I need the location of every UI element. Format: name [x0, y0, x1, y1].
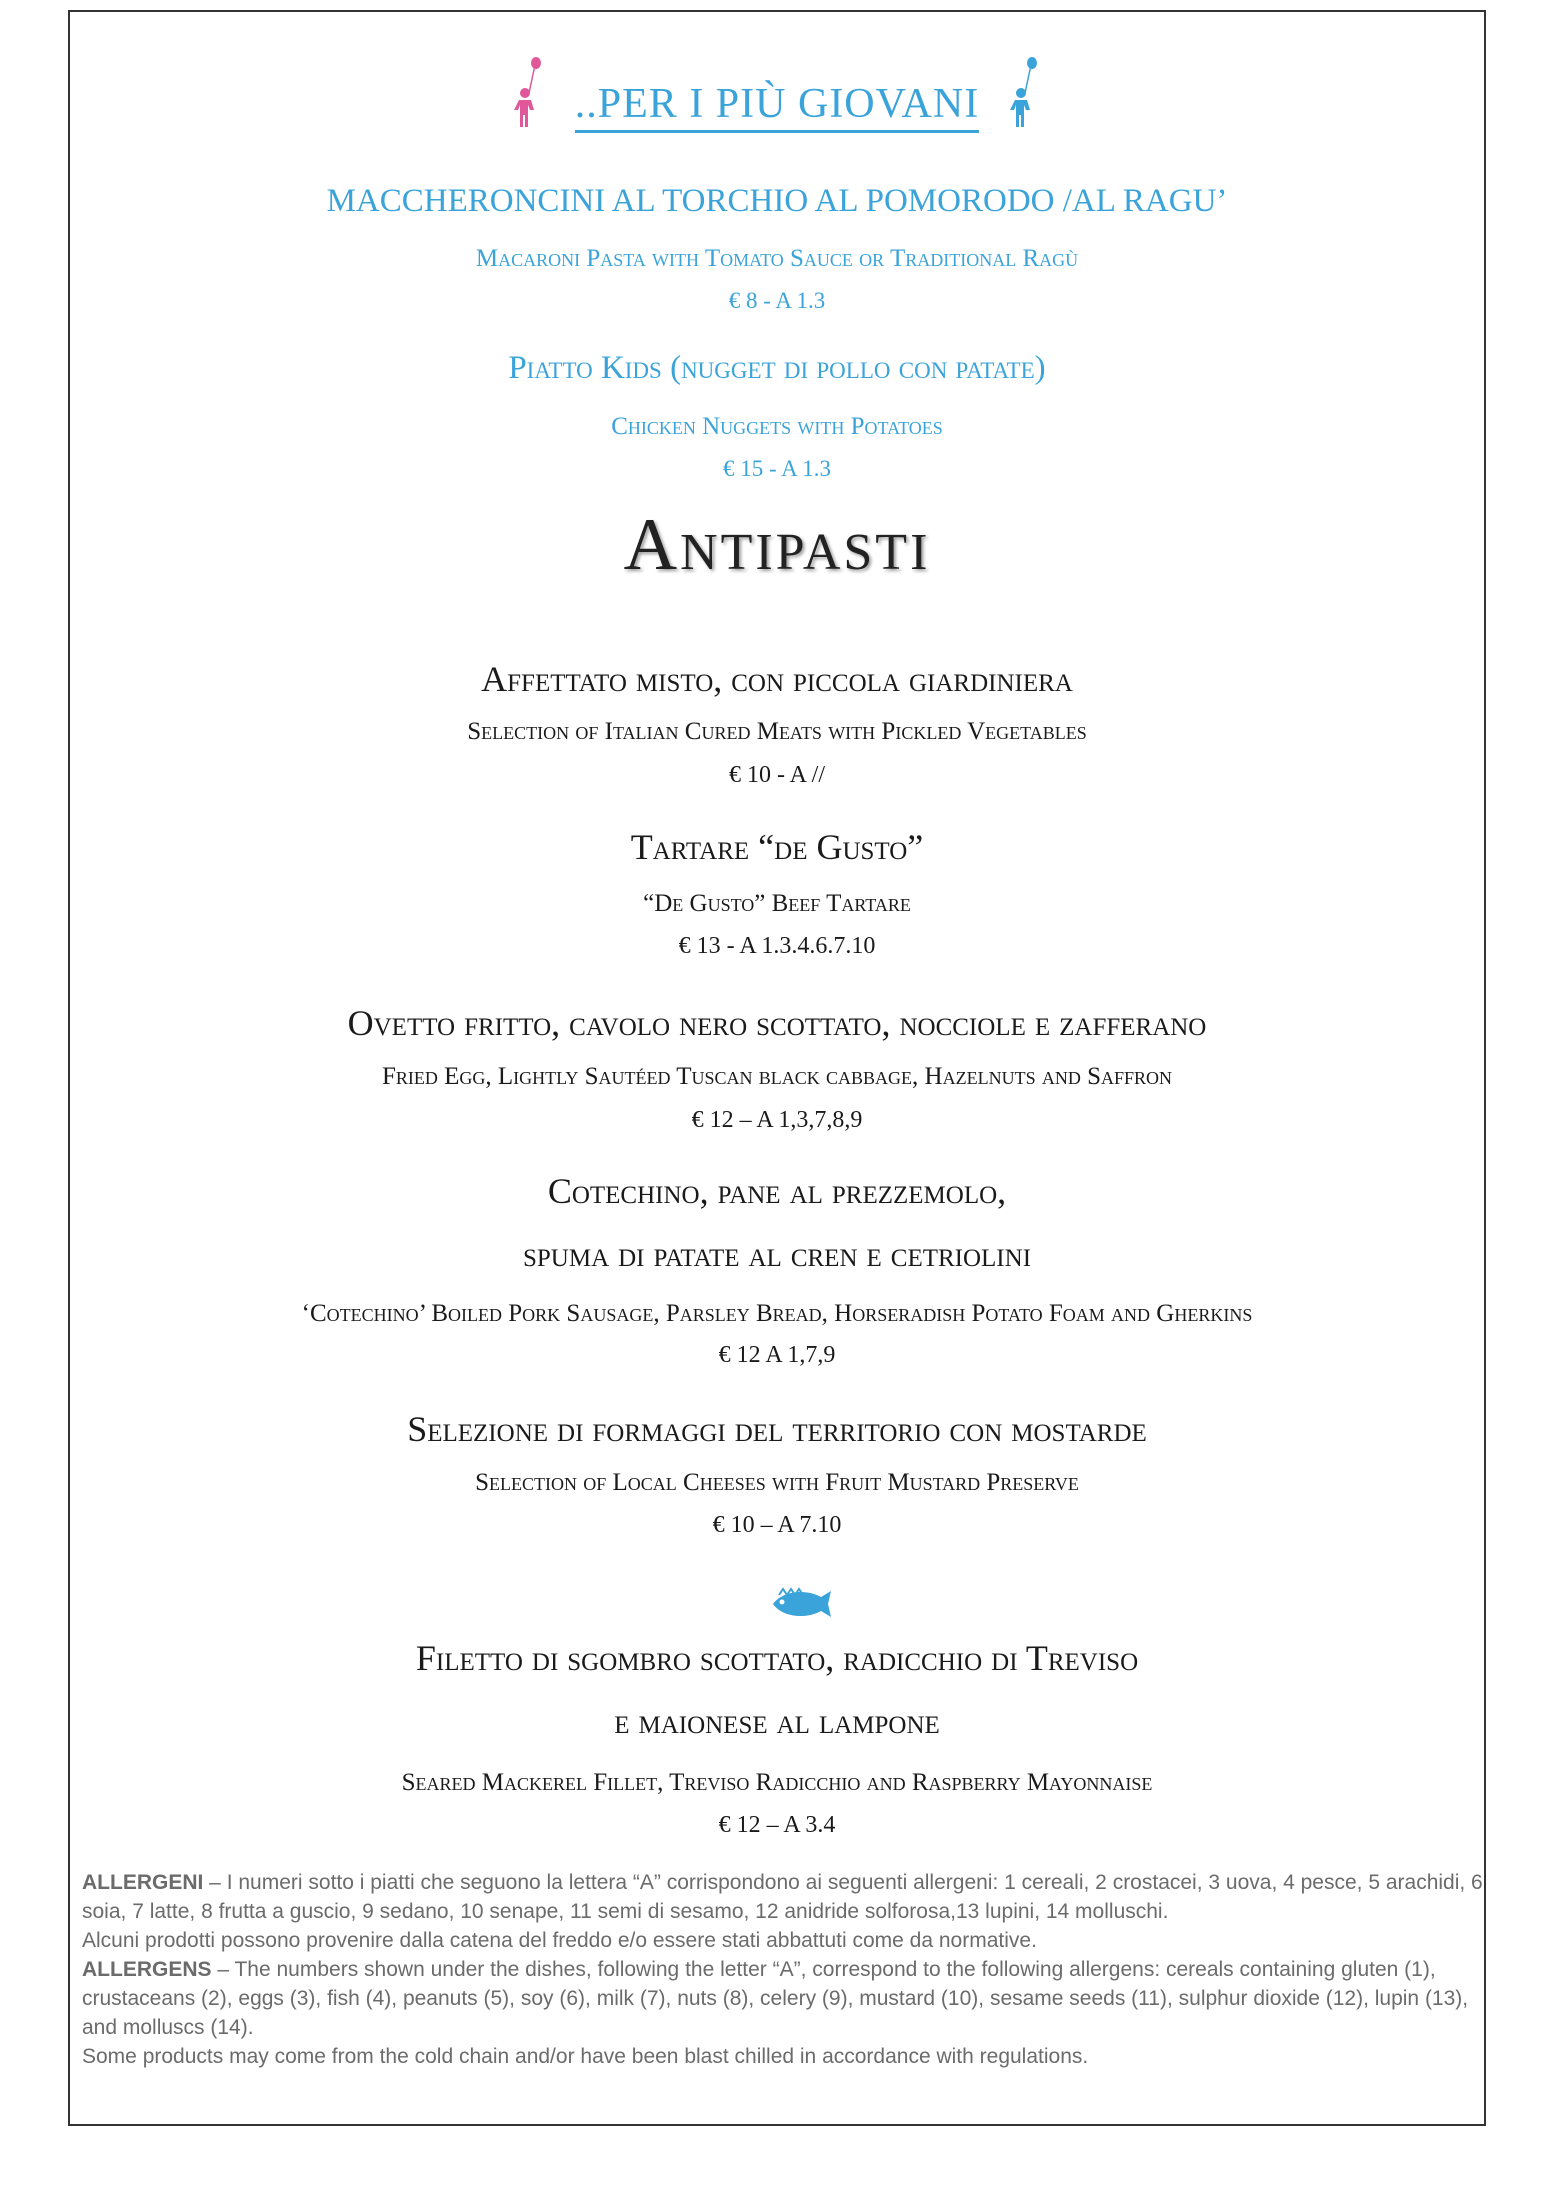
dish-name-english: Selection of Local Cheeses with Fruit Mustard Preserve — [475, 1469, 1079, 1496]
allergens-english-text: – The numbers shown under the dishes, following the letter “A”, correspond to the following allergens: cereals containing gluten (1), crustaceans (2), eggs (3), fish (4), peanuts (5), soy (6), milk (7), nuts (8), celery (9), mustard (10), sesame seeds (11), sulphur dioxide (12), lupin (13), and molluscs (14). — [82, 1958, 1469, 2039]
fish-icon — [765, 1585, 835, 1623]
dish-name-italian-line2: e maionese al lampone — [614, 1701, 940, 1741]
allergens-italian-text: – I numeri sotto i piatti che seguono la lettera “A” corrispondono ai seguenti allergeni: 1 cereali, 2 crostacei, 3 uova, 4 pesce, 5 arachidi, 6 soia, 7 latte, 8 frutta a guscio, 9 sedano, 10 senape, 11 semi di sesamo, 12 anidride solforosa,13 lupini, 14 molluschi. — [82, 1871, 1483, 1923]
dish-price: € 12 – A 3.4 — [718, 1812, 836, 1838]
dish-price: € 10 – A 7.10 — [712, 1512, 842, 1538]
dish-name-english: Macaroni Pasta with Tomato Sauce or Traditional Ragù — [475, 245, 1079, 272]
dish-name-italian: Ovetto fritto, cavolo nero scottato, nocciole e zafferano — [347, 1003, 1207, 1043]
dish-price: € 12 A 1,7,9 — [718, 1342, 836, 1368]
dish-name-english: Chicken Nuggets with Potatoes — [611, 413, 943, 440]
dish-price: € 15 - A 1.3 — [723, 456, 831, 481]
dish-price: € 10 - A // — [728, 762, 825, 788]
allergens-english — [82, 1955, 1492, 2042]
allergens-italian-label: ALLERGENI — [82, 1871, 204, 1894]
dish-name-italian: Piatto Kids (nugget di pollo con patate) — [508, 350, 1046, 386]
dish-name-italian: Cotechino, pane al prezzemolo, — [547, 1171, 1007, 1211]
dish-name-english: ‘Cotechino’ Boiled Pork Sausage, Parsley Bread, Horseradish Potato Foam and Gherkins — [301, 1300, 1253, 1327]
allergens-note — [82, 1868, 1492, 2071]
dish-name-italian: Selezione di formaggi del territorio con mostarde — [407, 1409, 1147, 1449]
dish-name-italian: Affettato misto, con piccola giardiniera — [481, 659, 1073, 699]
dish-name-english: Selection of Italian Cured Meats with Pickled Vegetables — [467, 718, 1087, 745]
dish-price: € 8 - A 1.3 — [728, 288, 826, 313]
child-with-balloon-icon — [1007, 55, 1043, 133]
dish-price: € 13 - A 1.3.4.6.7.10 — [678, 933, 876, 959]
allergens-english-note: Some products may come from the cold chain and/or have been blast chilled in accordance with regulations. — [82, 2045, 1089, 2068]
kids-header — [0, 55, 1554, 133]
allergens-italian-note: Alcuni prodotti possono provenire dalla catena del freddo e/o essere stati abbattuti come da normative. — [82, 1929, 1037, 1952]
dish-name-english: Fried Egg, Lightly Sautéed Tuscan black cabbage, Hazelnuts and Saffron — [381, 1063, 1173, 1090]
dish-name-english: “De Gusto” Beef Tartare — [643, 890, 911, 917]
allergens-italian — [82, 1868, 1492, 1926]
dish-name-italian: MACCHERONCINI AL TORCHIO AL POMORODO /AL RAGU’ — [326, 183, 1228, 219]
dish-name-italian-line2: spuma di patate al cren e cetriolini — [522, 1234, 1032, 1274]
allergens-english-label: ALLERGENS — [82, 1958, 212, 1981]
kids-section-title: ..PER I PIÙ GIOVANI — [575, 80, 979, 133]
dish-price: € 12 – A 1,3,7,8,9 — [691, 1107, 863, 1133]
child-with-balloon-icon — [511, 55, 547, 133]
dish-name-italian: Tartare “de Gusto” — [630, 827, 924, 867]
dish-name-italian: Filetto di sgombro scottato, radicchio di Treviso — [415, 1638, 1139, 1678]
dish-name-english: Seared Mackerel Fillet, Treviso Radicchio and Raspberry Mayonnaise — [401, 1769, 1153, 1796]
antipasti-section-title: Antipasti — [623, 504, 931, 586]
